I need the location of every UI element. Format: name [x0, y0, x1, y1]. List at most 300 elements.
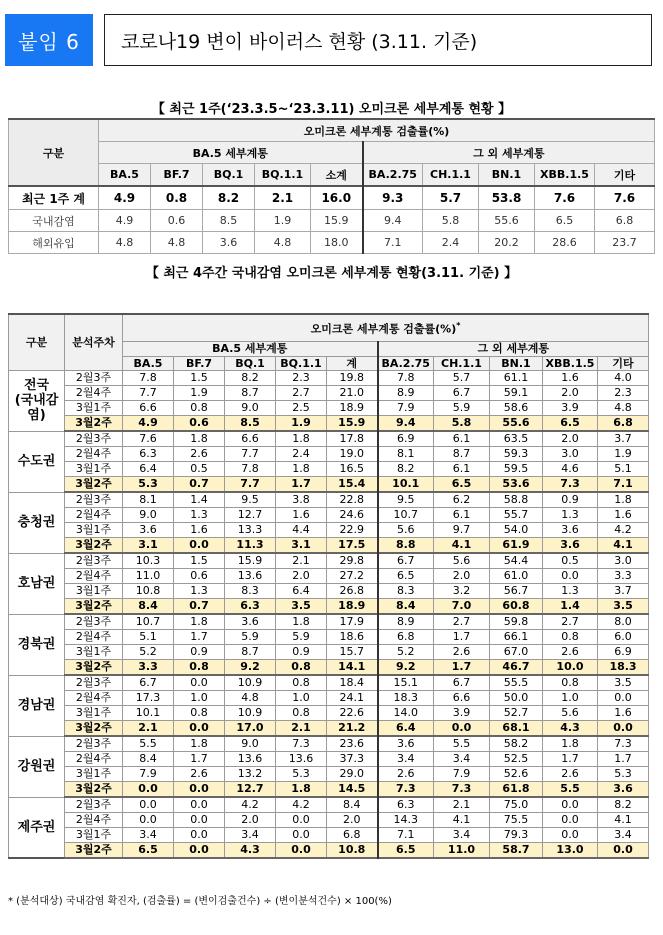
table-cell: 8.7 [225, 645, 276, 660]
week-label: 3월1주 [65, 645, 123, 660]
week-label: 2월3주 [65, 553, 123, 569]
table-cell: 24.1 [327, 691, 378, 706]
table-cell: 5.9 [225, 630, 276, 645]
table-cell: 22.8 [327, 492, 378, 508]
column-header: BF.7 [174, 357, 225, 371]
table-cell: 1.8 [276, 431, 327, 447]
week-label: 3월1주 [65, 828, 123, 843]
table-cell: 54.4 [490, 553, 543, 569]
table-cell: 3.4 [378, 752, 434, 767]
table-cell: 0.0 [123, 797, 174, 813]
table-cell: 1.7 [543, 752, 598, 767]
table-cell: 0.0 [598, 691, 649, 706]
table-cell: 0.8 [174, 660, 225, 676]
table-cell: 0.6 [151, 210, 203, 232]
table-cell: 5.3 [598, 767, 649, 782]
table-cell: 58.2 [490, 736, 543, 752]
table-cell: 13.6 [225, 569, 276, 584]
table-cell: 15.4 [327, 477, 378, 493]
table-cell: 52.7 [490, 706, 543, 721]
table-cell: 3.6 [543, 538, 598, 554]
week-label: 3월1주 [65, 706, 123, 721]
row-label: 국내감염 [9, 210, 99, 232]
table-cell: 0.7 [174, 599, 225, 615]
table-cell: 9.0 [225, 401, 276, 416]
table-cell: 2.6 [434, 645, 490, 660]
table-cell: 13.3 [225, 523, 276, 538]
table-cell: 1.8 [174, 614, 225, 630]
table-cell: 61.9 [490, 538, 543, 554]
table-cell: 18.9 [327, 401, 378, 416]
table-cell: 14.3 [378, 813, 434, 828]
table-cell: 58.6 [490, 401, 543, 416]
table-cell: 8.3 [378, 584, 434, 599]
table-cell: 11.0 [434, 843, 490, 859]
table-cell: 4.3 [225, 843, 276, 859]
table-cell: 8.2 [203, 186, 255, 210]
table-cell: 2.1 [276, 553, 327, 569]
table-cell: 8.7 [225, 386, 276, 401]
table-cell: 0.0 [543, 569, 598, 584]
table-cell: 4.8 [255, 232, 311, 254]
column-header: BA.2.75 [363, 164, 423, 187]
table-cell: 5.6 [434, 553, 490, 569]
table-cell: 17.0 [225, 721, 276, 737]
table-cell: 29.0 [327, 767, 378, 782]
table-cell: 5.1 [123, 630, 174, 645]
table-cell: 0.0 [174, 538, 225, 554]
column-header: BA.5 [99, 164, 151, 187]
table-cell: 6.4 [276, 584, 327, 599]
table-row [9, 584, 649, 599]
table-cell: 5.3 [276, 767, 327, 782]
table-cell: 9.4 [363, 210, 423, 232]
table-cell: 16.5 [327, 462, 378, 477]
table-cell: 19.8 [327, 371, 378, 386]
table-cell: 9.5 [378, 492, 434, 508]
table-cell: 0.8 [174, 706, 225, 721]
table-cell: 7.7 [225, 447, 276, 462]
table-row [9, 706, 649, 721]
table-cell: 1.7 [174, 752, 225, 767]
table-cell: 0.0 [598, 721, 649, 737]
table-cell: 50.0 [490, 691, 543, 706]
table-cell: 5.6 [378, 523, 434, 538]
table-row [9, 492, 649, 508]
column-header: CH.1.1 [423, 164, 479, 187]
week-label: 2월3주 [65, 797, 123, 813]
table-cell: 8.4 [378, 599, 434, 615]
table-cell: 15.7 [327, 645, 378, 660]
table-cell: 3.4 [434, 752, 490, 767]
table-row [9, 569, 649, 584]
table-cell: 0.0 [276, 813, 327, 828]
table-cell: 6.9 [378, 431, 434, 447]
table-cell: 0.8 [276, 675, 327, 691]
table-cell: 3.3 [598, 569, 649, 584]
table-cell: 1.3 [174, 508, 225, 523]
table-cell: 6.5 [543, 416, 598, 432]
table-cell: 1.9 [255, 210, 311, 232]
week-label: 2월3주 [65, 431, 123, 447]
table2-caption: 【 최근 4주간 국내감염 오미크론 세부계통 현황(3.11. 기준) 】 [145, 266, 518, 281]
table-cell: 21.2 [327, 721, 378, 737]
table-row [9, 186, 655, 210]
table-cell: 5.1 [598, 462, 649, 477]
table-cell: 0.5 [174, 462, 225, 477]
table-cell: 4.0 [598, 371, 649, 386]
page-title [104, 14, 652, 66]
table-cell: 2.5 [276, 401, 327, 416]
table-cell: 3.1 [276, 538, 327, 554]
table-cell: 4.1 [598, 813, 649, 828]
table-cell: 2.7 [543, 614, 598, 630]
table-cell: 5.9 [276, 630, 327, 645]
table-cell: 10.1 [123, 706, 174, 721]
table-row [9, 599, 649, 615]
table-cell: 61.8 [490, 782, 543, 798]
week-label: 2월4주 [65, 813, 123, 828]
table-cell: 75.5 [490, 813, 543, 828]
table-cell: 0.7 [174, 477, 225, 493]
column-header: BA.5 [123, 357, 174, 371]
table-cell: 18.3 [378, 691, 434, 706]
table-cell: 2.4 [276, 447, 327, 462]
table-cell: 6.8 [378, 630, 434, 645]
column-header: BQ.1.1 [255, 164, 311, 187]
table-cell: 1.6 [598, 508, 649, 523]
table-cell: 11.0 [123, 569, 174, 584]
table-cell: 7.0 [434, 599, 490, 615]
table-cell: 14.1 [327, 660, 378, 676]
table-row [9, 843, 649, 859]
table-cell: 10.7 [378, 508, 434, 523]
table-cell: 1.6 [543, 371, 598, 386]
table-cell: 3.7 [598, 431, 649, 447]
table-cell: 3.6 [123, 523, 174, 538]
table-cell: 0.6 [174, 416, 225, 432]
table-cell: 61.0 [490, 569, 543, 584]
table-cell: 0.0 [543, 813, 598, 828]
column-header: 기타 [595, 164, 655, 187]
table-cell: 3.6 [378, 736, 434, 752]
table-cell: 1.9 [276, 416, 327, 432]
table-cell: 4.9 [99, 186, 151, 210]
table-cell: 6.5 [378, 843, 434, 859]
table-cell: 2.4 [423, 232, 479, 254]
table-cell: 1.9 [598, 447, 649, 462]
table-cell: 0.0 [276, 828, 327, 843]
table-cell: 8.9 [378, 614, 434, 630]
table-cell: 8.5 [225, 416, 276, 432]
table-cell: 5.9 [434, 401, 490, 416]
table-cell: 7.3 [434, 782, 490, 798]
table-cell: 6.6 [123, 401, 174, 416]
column-header: BQ.1.1 [276, 357, 327, 371]
table-cell: 6.4 [378, 721, 434, 737]
table-cell: 6.3 [378, 797, 434, 813]
table-cell: 6.7 [378, 553, 434, 569]
weekly-variant-table [8, 118, 655, 254]
week-label: 2월4주 [65, 508, 123, 523]
table-cell: 9.7 [434, 523, 490, 538]
table-cell: 18.3 [598, 660, 649, 676]
table-cell: 8.1 [123, 492, 174, 508]
table-cell: 2.0 [276, 569, 327, 584]
week-label: 2월3주 [65, 614, 123, 630]
table-cell: 3.3 [123, 660, 174, 676]
table-cell: 15.9 [225, 553, 276, 569]
table-cell: 0.8 [276, 706, 327, 721]
table-cell: 26.8 [327, 584, 378, 599]
table-cell: 2.6 [378, 767, 434, 782]
table-cell: 1.8 [174, 431, 225, 447]
table-cell: 14.0 [378, 706, 434, 721]
table-row [9, 538, 649, 554]
week-label: 3월2주 [65, 782, 123, 798]
week-label: 3월2주 [65, 599, 123, 615]
table-cell: 4.4 [276, 523, 327, 538]
week-label: 3월1주 [65, 584, 123, 599]
table-cell: 55.5 [490, 675, 543, 691]
table-cell: 2.0 [434, 569, 490, 584]
table-cell: 3.2 [434, 584, 490, 599]
table-cell: 9.2 [225, 660, 276, 676]
table-cell: 0.0 [174, 675, 225, 691]
table-row [9, 752, 649, 767]
week-label: 2월3주 [65, 492, 123, 508]
column-header: BN.1 [490, 357, 543, 371]
table-cell: 0.0 [434, 721, 490, 737]
table-cell: 8.9 [378, 386, 434, 401]
table-cell: 0.9 [174, 645, 225, 660]
table-row [9, 721, 649, 737]
table-cell: 1.8 [276, 614, 327, 630]
week-label: 3월2주 [65, 843, 123, 859]
table-cell: 0.5 [543, 553, 598, 569]
table-cell: 1.4 [174, 492, 225, 508]
table-cell: 0.8 [174, 401, 225, 416]
table-cell: 2.7 [434, 614, 490, 630]
table-cell: 8.3 [225, 584, 276, 599]
table-cell: 3.4 [434, 828, 490, 843]
table-cell: 10.7 [123, 614, 174, 630]
week-label: 3월1주 [65, 462, 123, 477]
table1-ba5-header: BA.5 세부계통 [99, 142, 363, 164]
table-cell: 75.0 [490, 797, 543, 813]
week-label: 3월1주 [65, 767, 123, 782]
table-cell: 1.8 [174, 736, 225, 752]
table2-footnote-mark: * [456, 321, 461, 331]
table-cell: 55.7 [490, 508, 543, 523]
column-header: XBB.1.5 [543, 357, 598, 371]
table-cell: 1.5 [174, 371, 225, 386]
table-cell: 67.0 [490, 645, 543, 660]
footnote: * (분석대상) 국내감염 확진자, (검출률) = (변이검출건수) ÷ (변이분석건수) × 100(%) [8, 896, 392, 907]
table-row [9, 813, 649, 828]
table-cell: 68.1 [490, 721, 543, 737]
table-cell: 0.9 [543, 492, 598, 508]
table-cell: 6.5 [378, 569, 434, 584]
table-cell: 0.8 [276, 660, 327, 676]
table-cell: 1.7 [276, 477, 327, 493]
table-cell: 13.6 [225, 752, 276, 767]
table-cell: 2.6 [174, 767, 225, 782]
table-cell: 2.1 [276, 721, 327, 737]
table-cell: 0.0 [174, 843, 225, 859]
table-cell: 6.5 [123, 843, 174, 859]
table-cell: 10.9 [225, 675, 276, 691]
table-cell: 7.6 [123, 431, 174, 447]
table-cell: 4.2 [276, 797, 327, 813]
table-cell: 7.9 [123, 767, 174, 782]
table-row [9, 232, 655, 254]
table-cell: 0.6 [174, 569, 225, 584]
table2-ba5-header: BA.5 세부계통 [123, 342, 378, 357]
table-cell: 0.8 [543, 630, 598, 645]
table-cell: 4.2 [225, 797, 276, 813]
region-label: 강원권 [9, 736, 65, 797]
column-header: BF.7 [151, 164, 203, 187]
table-cell: 1.3 [174, 584, 225, 599]
table-cell: 6.7 [434, 675, 490, 691]
week-label: 3월2주 [65, 477, 123, 493]
week-label: 2월4주 [65, 569, 123, 584]
table-cell: 17.3 [123, 691, 174, 706]
table-cell: 3.4 [123, 828, 174, 843]
table-cell: 6.1 [434, 462, 490, 477]
table-cell: 27.2 [327, 569, 378, 584]
table-cell: 11.3 [225, 538, 276, 554]
table-cell: 54.0 [490, 523, 543, 538]
table-cell: 19.0 [327, 447, 378, 462]
table-cell: 0.8 [543, 675, 598, 691]
table-cell: 1.3 [543, 508, 598, 523]
week-label: 3월2주 [65, 721, 123, 737]
table-cell: 60.8 [490, 599, 543, 615]
table-cell: 6.8 [598, 416, 649, 432]
table-cell: 5.6 [543, 706, 598, 721]
table-cell: 7.7 [225, 477, 276, 493]
table-cell: 8.7 [434, 447, 490, 462]
table-cell: 3.0 [543, 447, 598, 462]
table-row [9, 371, 649, 386]
table-cell: 6.5 [535, 210, 595, 232]
table-cell: 20.2 [479, 232, 535, 254]
table1-corner: 구분 [9, 119, 99, 186]
table-cell: 17.5 [327, 538, 378, 554]
table-cell: 1.7 [598, 752, 649, 767]
table-cell: 8.5 [203, 210, 255, 232]
table-row [9, 210, 655, 232]
table-cell: 4.8 [598, 401, 649, 416]
region-label: 경북권 [9, 614, 65, 675]
table-cell: 5.2 [123, 645, 174, 660]
table-cell: 12.7 [225, 508, 276, 523]
table-cell: 52.5 [490, 752, 543, 767]
week-label: 3월1주 [65, 401, 123, 416]
table-cell: 6.8 [595, 210, 655, 232]
table2-corner: 구분 [9, 314, 65, 371]
table-cell: 79.3 [490, 828, 543, 843]
table-cell: 0.0 [174, 797, 225, 813]
table-row [9, 553, 649, 569]
table-cell: 53.8 [479, 186, 535, 210]
table-cell: 3.6 [543, 523, 598, 538]
table-cell: 7.7 [123, 386, 174, 401]
table-cell: 1.7 [434, 660, 490, 676]
page-title-text: 코로나19 변이 바이러스 현황 (3.11. 기준) [121, 30, 478, 53]
table-cell: 66.1 [490, 630, 543, 645]
table-row [9, 523, 649, 538]
table-cell: 7.3 [598, 736, 649, 752]
table-row [9, 431, 649, 447]
table-row [9, 477, 649, 493]
table-cell: 21.0 [327, 386, 378, 401]
table-row [9, 736, 649, 752]
table-cell: 7.8 [378, 371, 434, 386]
table-row [9, 675, 649, 691]
table-cell: 4.2 [598, 523, 649, 538]
table-cell: 2.0 [225, 813, 276, 828]
table-cell: 4.9 [123, 416, 174, 432]
table-cell: 5.8 [423, 210, 479, 232]
attachment-badge: 붙임 6 [5, 14, 93, 66]
table-cell: 6.4 [123, 462, 174, 477]
table-cell: 6.3 [123, 447, 174, 462]
table-cell: 10.9 [225, 706, 276, 721]
table-cell: 3.5 [598, 599, 649, 615]
table-cell: 59.1 [490, 386, 543, 401]
table-cell: 15.1 [378, 675, 434, 691]
table-cell: 6.8 [327, 828, 378, 843]
table-cell: 63.5 [490, 431, 543, 447]
table-cell: 7.9 [378, 401, 434, 416]
table-cell: 5.7 [434, 371, 490, 386]
table-cell: 1.8 [543, 736, 598, 752]
table2-week-header: 분석주차 [65, 314, 123, 371]
table-cell: 3.9 [543, 401, 598, 416]
week-label: 2월4주 [65, 752, 123, 767]
table-cell: 6.0 [598, 630, 649, 645]
table-cell: 9.5 [225, 492, 276, 508]
table-cell: 59.5 [490, 462, 543, 477]
table-cell: 6.9 [598, 645, 649, 660]
table-cell: 7.6 [595, 186, 655, 210]
table-cell: 10.8 [327, 843, 378, 859]
table-cell: 8.1 [378, 447, 434, 462]
week-label: 2월3주 [65, 371, 123, 386]
table-cell: 3.4 [225, 828, 276, 843]
table-cell: 55.6 [490, 416, 543, 432]
table-cell: 9.2 [378, 660, 434, 676]
table-cell: 5.3 [123, 477, 174, 493]
week-label: 3월2주 [65, 660, 123, 676]
table-row [9, 416, 649, 432]
table-cell: 1.8 [276, 462, 327, 477]
table-cell: 0.0 [174, 721, 225, 737]
table-cell: 0.0 [543, 797, 598, 813]
column-header: BA.2.75 [378, 357, 434, 371]
table-cell: 2.1 [255, 186, 311, 210]
table-cell: 2.1 [434, 797, 490, 813]
table-cell: 23.6 [327, 736, 378, 752]
table-cell: 13.6 [276, 752, 327, 767]
table-cell: 3.6 [225, 614, 276, 630]
column-header: BQ.1 [225, 357, 276, 371]
column-header: 계 [327, 357, 378, 371]
table-cell: 18.0 [311, 232, 363, 254]
